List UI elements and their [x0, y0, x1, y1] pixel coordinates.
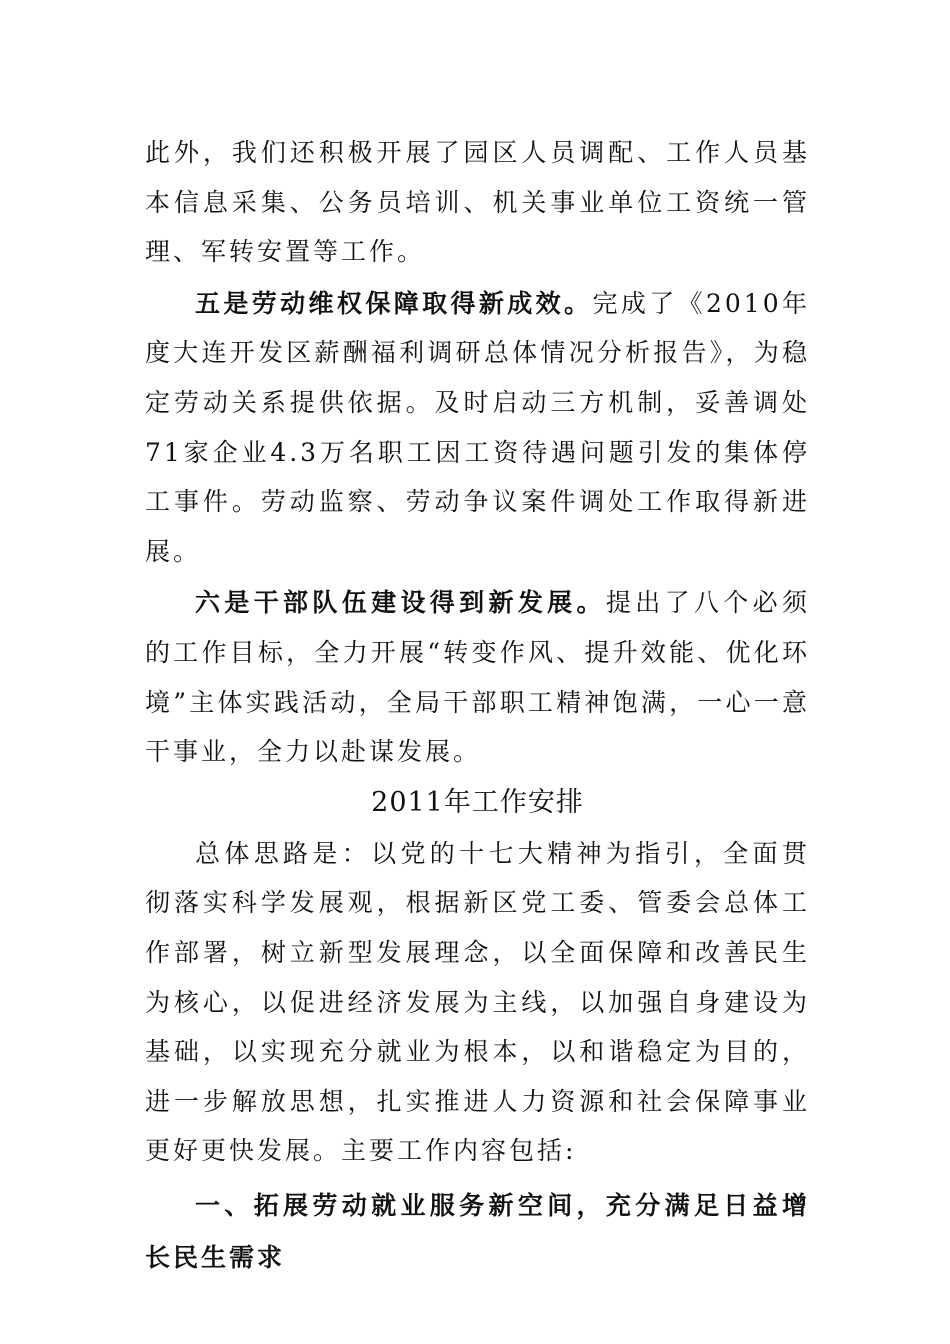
paragraph-labor-rights — [145, 279, 810, 577]
paragraph-lead: 六是干部队伍建设得到新发展。 — [195, 588, 606, 618]
section-title: 2011年工作安排 — [371, 786, 584, 818]
paragraph-other-work — [145, 128, 810, 277]
paragraph-text: 提出了八个必须的工作目标，全力开展“转变作风、提升效能、优化环境”主体实践活动，全局干部职工精神饱满，一心一意干事业，全力以赴谋发展。 — [145, 588, 810, 767]
subsection-heading: 一、拓展劳动就业服务新空间，充分满足日益增长民生需求 — [145, 1190, 810, 1272]
paragraph-overall-approach — [145, 829, 810, 1176]
paragraph-text: 此外，我们还积极开展了园区人员调配、工作人员基本信息采集、公务员培训、机关事业单位工资统一管理、军转安置等工作。 — [145, 138, 810, 267]
paragraph-text: 总体思路是：以党的十七大精神为指引，全面贯彻落实科学发展观，根据新区党工委、管委会总体工作部署，树立新型发展理念，以全面保障和改善民生为核心，以促进经济发展为主线，以加强自身建设为基础，以实现充分就业为根本，以和谐稳定为目的，进一步解放思想，扎实推进人力资源和社会保障事业更好更快发展。主要工作内容包括: — [145, 838, 810, 1166]
paragraph-text: 完成了《2010年度大连开发区薪酬福利调研总体情况分析报告》，为稳定劳动关系提供依据。及时启动三方机制，妥善调处71家企业4.3万名职工因工资待遇问题引发的集体停工事件。劳动监察、劳动争议案件调处工作取得新进展。 — [145, 288, 810, 566]
paragraph-lead: 五是劳动维权保障取得新成效。 — [195, 288, 593, 318]
document-page — [145, 128, 810, 1284]
paragraph-cadre-team — [145, 578, 810, 776]
